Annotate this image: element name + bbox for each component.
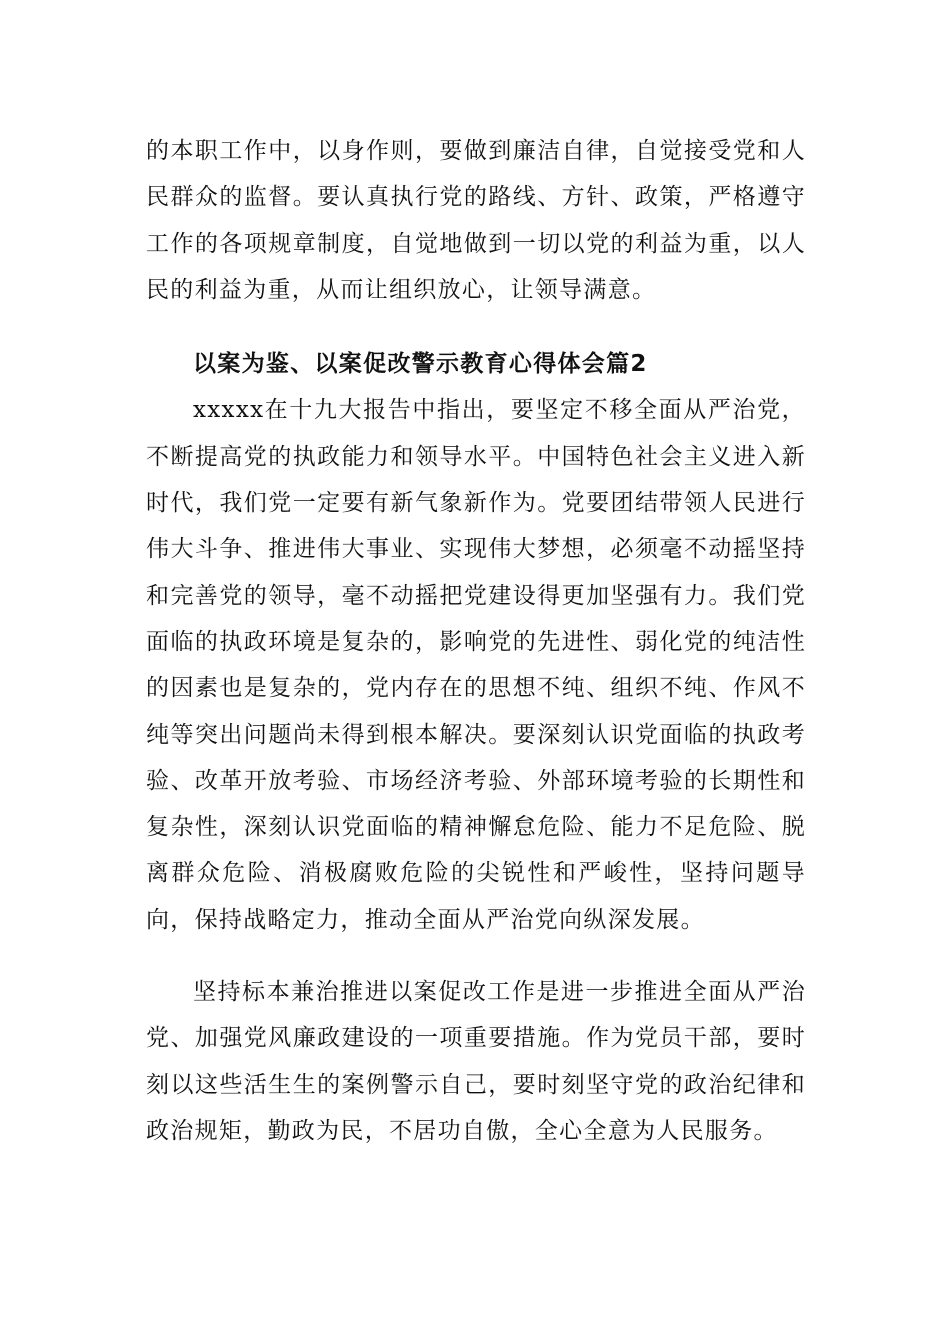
paragraph-continued: 的本职工作中，以身作则，要做到廉洁自律，自觉接受党和人民群众的监督。要认真执行党的路线、方针、政策，严格遵守工作的各项规章制度，自觉地做到一切以党的利益为重，以人民的利益为重，从而让组织放心，让领导满意。 bbox=[146, 138, 806, 303]
paragraph-two: xxxxx在十九大报告中指出，要坚定不移全面从严治党，不断提高党的执政能力和领导水平。中国特色社会主义进入新时代，我们党一定要有新气象新作为。党要团结带领人民进行伟大斗争、推进伟大事业、实现伟大梦想，必须毫不动摇坚持和完善党的领导，毫不动摇把党建设得更加坚强有力。我们党面临的执政环境是复杂的，影响党的先进性、弱化党的纯洁性的因素也是复杂的，党内存在的思想不纯、组织不纯、作风不纯等突出问题尚未得到根本解决。要深刻认识党面临的执政考验、改革开放考验、市场经济考验、外部环境考验的长期性和复杂性，深刻认识党面临的精神懈怠危险、能力不足危险、脱离群众危险、消极腐败危险的尖锐性和严峻性，坚持问题导向，保持战略定力，推动全面从严治党向纵深发展。 bbox=[146, 397, 806, 933]
paragraph-three: 坚持标本兼治推进以案促改工作是进一步推进全面从严治党、加强党风廉政建设的一项重要措施。作为党员干部，要时刻以这些活生生的案例警示自己，要时刻坚守党的政治纪律和政治规矩，勤政为民，不居功自傲，全心全意为人民服务。 bbox=[146, 979, 806, 1144]
section-heading: 以案为鉴、以案促改警示教育心得体会篇2 bbox=[193, 351, 648, 378]
document-body bbox=[146, 128, 806, 1154]
